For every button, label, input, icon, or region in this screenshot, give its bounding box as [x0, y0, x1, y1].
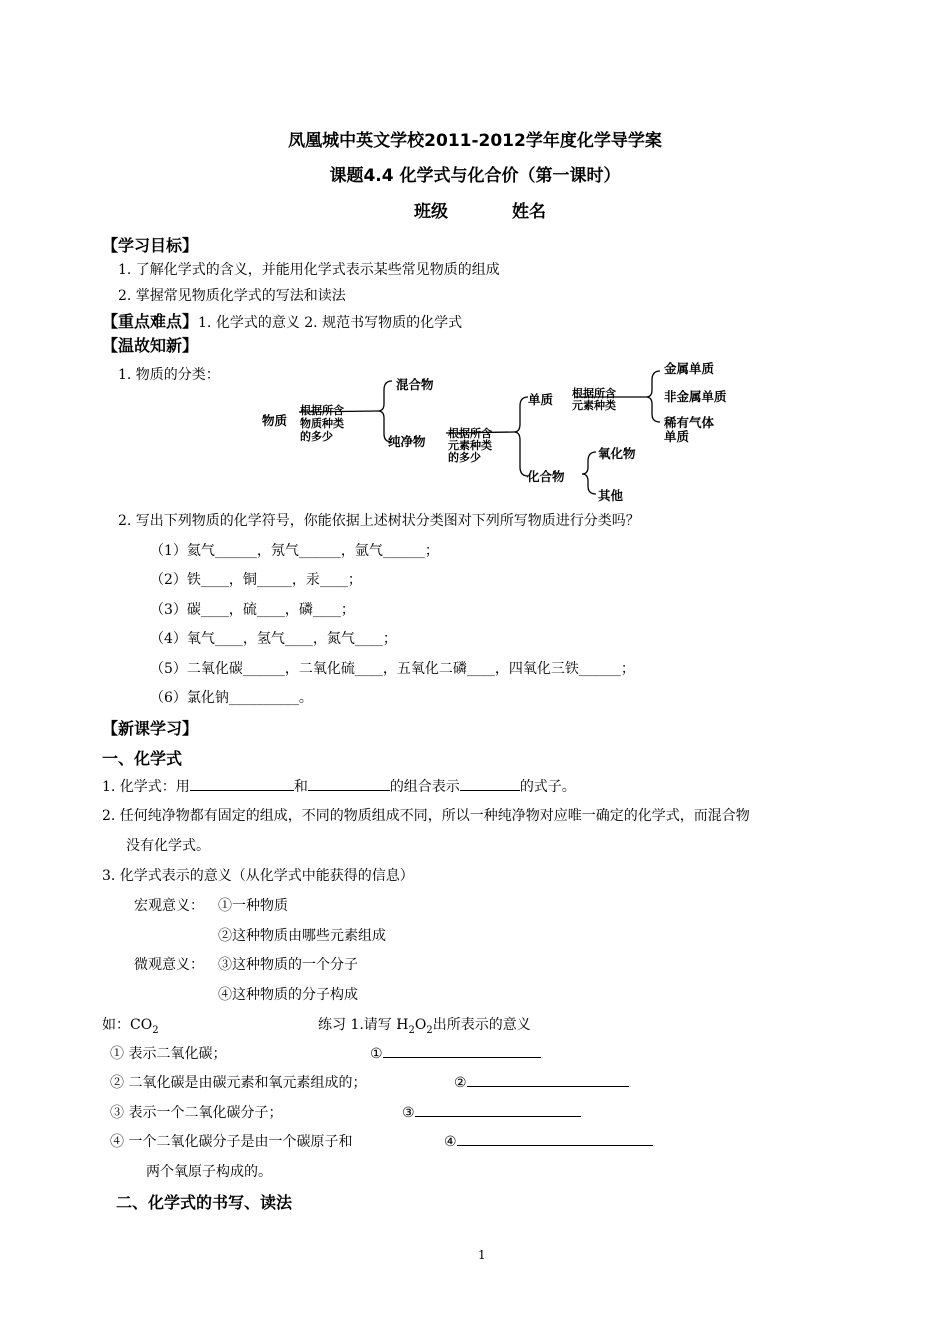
answer-1-marker: ①: [370, 1046, 383, 1062]
practice-sub-1: 2: [408, 1024, 415, 1036]
answer-4-marker: ④: [444, 1134, 457, 1150]
paragraph-2b: 没有化学式。: [126, 838, 210, 854]
review-row-6: （6）氯化钠__________。: [150, 690, 313, 706]
practice-c: 出所表示的意义: [432, 1017, 531, 1033]
tree-mixture: 混合物: [396, 377, 434, 392]
review-row-4: （4）氧气____，氢气____，氮气____；: [150, 631, 397, 647]
tree-other: 其他: [598, 488, 624, 503]
blank-3[interactable]: [460, 776, 520, 791]
paragraph-3: 3. 化学式表示的意义（从化学式中能获得的信息）: [102, 868, 414, 884]
tree-root-criterion-3: 的多少: [300, 430, 333, 443]
tree-nonmetal: 非金属单质: [664, 389, 727, 404]
answer-4-blank[interactable]: [457, 1131, 653, 1146]
class-label: 班级: [414, 202, 448, 222]
example-label: [102, 1014, 159, 1036]
p1-part-c: 的组合表示: [389, 779, 460, 795]
answer-1-blank[interactable]: [383, 1043, 541, 1058]
paragraph-1: [102, 776, 576, 796]
tree-root-criterion-2: 物质种类: [300, 417, 344, 430]
answer-2-marker: ②: [454, 1075, 467, 1091]
answer-2-blank[interactable]: [467, 1072, 629, 1087]
meaning-1: ①一种物质: [218, 898, 288, 914]
tree-oxide: 氧化物: [598, 446, 636, 461]
answer-3-marker: ③: [402, 1105, 415, 1121]
answer-3: [402, 1102, 581, 1121]
tree-simple: 单质: [528, 392, 554, 407]
doc-subtitle: 课题4.4 化学式与化合价（第一课时）: [329, 166, 621, 186]
review-row-5: （5）二氧化碳______，二氧化硫____，五氧化二磷____，四氧化三铁______；: [150, 661, 635, 677]
practice-sub-2: 2: [426, 1024, 433, 1036]
page-number: 1: [478, 1248, 486, 1262]
tree-compound: 化合物: [527, 469, 565, 484]
example-1: ① 表示二氧化碳；: [110, 1046, 227, 1062]
meaning-3: ③这种物质的一个分子: [218, 957, 358, 973]
tree-pure: 纯净物: [388, 434, 426, 449]
review-item-1: 1. 物质的分类：: [118, 367, 220, 383]
tree-noble: 稀有气体: [664, 415, 715, 430]
macro-label: 宏观意义：: [134, 898, 204, 914]
tree-metal: 金属单质: [664, 361, 715, 376]
new-lesson-heading: 【新课学习】: [102, 719, 199, 738]
example-sub: 2: [152, 1024, 159, 1036]
key-points-text: 1. 化学式的意义 2. 规范书写物质的化学式: [198, 315, 463, 331]
practice-b: O: [414, 1017, 427, 1033]
tree-simple-criterion-1: 根据所含: [572, 387, 616, 400]
example-prefix: 如：CO: [102, 1017, 153, 1033]
answer-1: [370, 1043, 541, 1062]
practice-a: 练习 1.请写 H: [318, 1017, 409, 1033]
section-1-heading: 一、化学式: [102, 749, 183, 768]
review-row-2: （2）铁____，铜_____，汞____；: [150, 572, 362, 588]
practice-label: [318, 1014, 531, 1036]
micro-label: 微观意义：: [134, 957, 204, 973]
example-4-cont: 两个氧原子构成的。: [146, 1164, 272, 1180]
p1-part-b: 和: [293, 779, 308, 795]
blank-2[interactable]: [308, 776, 390, 791]
paragraph-2a: 2. 任何纯净物都有固定的组成，不同的物质组成不同，所以一种纯净物对应唯一确定的化学式，而混合物: [102, 808, 750, 824]
goal-2: 2. 掌握常见物质化学式的写法和读法: [118, 288, 346, 304]
answer-3-blank[interactable]: [415, 1102, 581, 1117]
tree-pure-criterion-2: 元素种类: [448, 439, 492, 452]
doc-title: 凤凰城中英文学校2011-2012学年度化学导学案: [288, 131, 662, 151]
key-points-heading: 【重点难点】: [102, 312, 199, 331]
meaning-4: ④这种物质的分子构成: [218, 987, 358, 1003]
answer-4: [444, 1131, 653, 1150]
tree-root: 物质: [262, 413, 288, 428]
example-4: ④ 一个二氧化碳分子是由一个碳原子和: [110, 1134, 353, 1150]
review-item-2: 2. 写出下列物质的化学符号，你能依据上述树状分类图对下列所写物质进行分类吗？: [118, 513, 640, 529]
example-3: ③ 表示一个二氧化碳分子；: [110, 1105, 283, 1121]
meaning-2: ②这种物质由哪些元素组成: [218, 928, 386, 944]
review-row-1: （1）氦气______，氖气______，氩气______；: [150, 543, 439, 559]
blank-1[interactable]: [190, 776, 294, 791]
section-2-heading: 二、化学式的书写、读法: [116, 1193, 293, 1212]
tree-pure-criterion-3: 的多少: [448, 451, 481, 464]
p1-part-d: 的式子。: [519, 779, 576, 795]
tree-simple-criterion-2: 元素种类: [572, 399, 616, 412]
answer-2: [454, 1072, 629, 1091]
goals-heading: 【学习目标】: [102, 236, 199, 255]
p1-part-a: 1. 化学式：用: [102, 779, 190, 795]
tree-root-criterion-1: 根据所含: [300, 404, 344, 417]
goal-1: 1. 了解化学式的含义，并能用化学式表示某些常见物质的组成: [118, 262, 500, 278]
tree-noble-2: 单质: [664, 429, 690, 444]
review-row-3: （3）碳____，硫____，磷____；: [150, 602, 355, 618]
review-heading: 【温故知新】: [102, 336, 199, 355]
tree-pure-criterion-1: 根据所含: [448, 427, 492, 440]
name-label: 姓名: [512, 202, 546, 222]
example-2: ② 二氧化碳是由碳元素和氧元素组成的；: [110, 1075, 367, 1091]
